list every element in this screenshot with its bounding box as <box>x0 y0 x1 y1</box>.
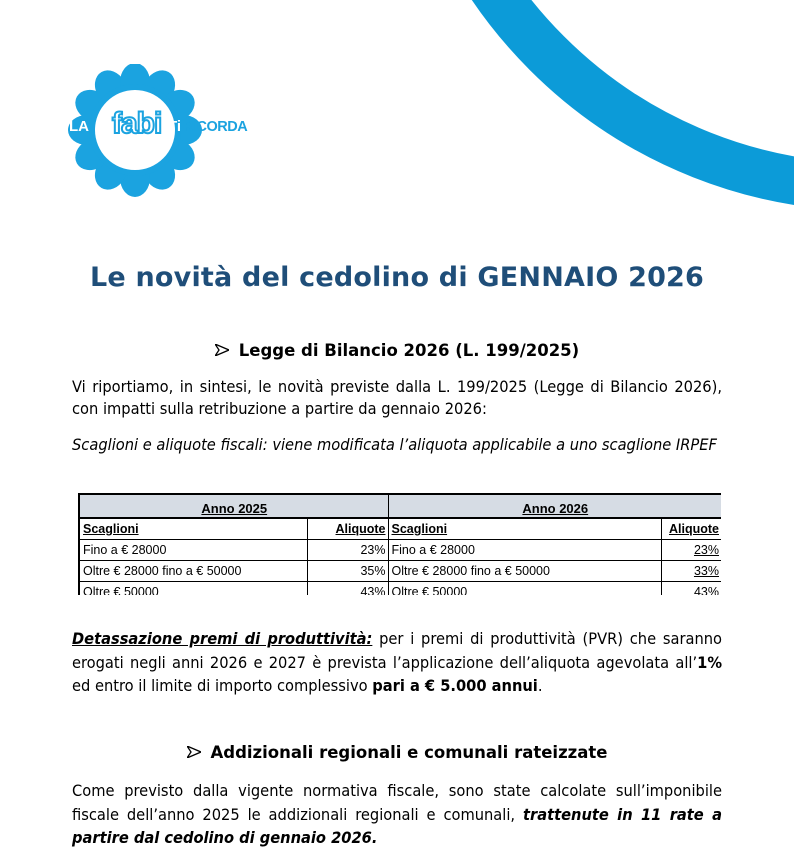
brackets-note: Scaglioni e aliquote fiscali: viene modificata l’aliquota applicabile a uno scaglione IRPEF <box>72 435 717 454</box>
header-anno-2026: Anno 2026 <box>388 494 721 518</box>
table-row <box>79 582 721 596</box>
addizionali-text: Come previsto dalla vigente normativa fiscale, sono state calcolate sull’imponibile fiscale dell’anno 2025 le addizionali regionali e comunali, <box>72 781 722 824</box>
bracket-2025: Oltre € 50000 <box>79 582 307 596</box>
detax-text-2: ed entro il limite di importo complessivo <box>72 676 373 695</box>
logo-text-ti: Ti <box>168 118 182 135</box>
logo-text-la: LA <box>69 118 89 135</box>
col-head-scaglioni-2026: Scaglioni <box>388 518 661 540</box>
rate-2026: 43% <box>661 582 721 596</box>
rate-2025: 35% <box>307 561 388 582</box>
arrowhead-bullet-icon <box>187 746 201 758</box>
section-heading-text: Addizionali regionali e comunali rateizzate <box>210 743 608 762</box>
arrowhead-bullet-icon <box>215 344 229 356</box>
detax-text-1: per i premi di produttività (PVR) che saranno erogati negli anni 2026 e 2027 è prevista l’applicazione dell’aliquota agevolata all’ <box>72 629 722 672</box>
logo-text-fabi: fabi <box>112 107 162 140</box>
section-heading-text: Legge di Bilancio 2026 (L. 199/2025) <box>238 341 580 360</box>
detax-limit: pari a € 5.000 annui <box>372 676 538 695</box>
header-anno-2025: Anno 2025 <box>79 494 388 518</box>
tax-brackets-table <box>78 493 721 595</box>
col-head-aliquote-2025: Aliquote <box>307 518 388 540</box>
section-heading-legge-bilancio <box>0 341 794 360</box>
page-title: Le novità del cedolino di GENNAIO 2026 <box>89 262 705 293</box>
section-heading-addizionali <box>0 743 794 762</box>
bracket-2025: Oltre € 28000 fino a € 50000 <box>79 561 307 582</box>
rate-2026: 23% <box>661 540 721 561</box>
fabi-logo <box>64 64 269 199</box>
rate-2026: 33% <box>661 561 721 582</box>
col-head-scaglioni-2025: Scaglioni <box>79 518 307 540</box>
intro-paragraph: Vi riportiamo, in sintesi, le novità previste dalla L. 199/2025 (Legge di Bilancio 2026), con impatti sulla retribuzione a partire da gennaio 2026: <box>72 377 722 418</box>
bracket-2026: Fino a € 28000 <box>388 540 661 561</box>
table-row <box>79 540 721 561</box>
detax-end: . <box>537 676 543 695</box>
detax-paragraph <box>72 627 722 698</box>
rate-2025: 23% <box>307 540 388 561</box>
detax-rate: 1% <box>697 652 722 672</box>
bracket-2026: Oltre € 28000 fino a € 50000 <box>388 561 661 582</box>
rate-2025: 43% <box>307 582 388 596</box>
bracket-2025: Fino a € 28000 <box>79 540 307 561</box>
detax-label: Detassazione premi di produttività: <box>72 629 373 648</box>
table-row <box>79 561 721 582</box>
logo-text-ricorda: RiCORDA <box>183 119 248 135</box>
col-head-aliquote-2026: Aliquote <box>661 518 721 540</box>
addizionali-emphasis: trattenute in 11 rate a partire dal cedolino di gennaio 2026. <box>72 804 722 847</box>
addizionali-paragraph <box>72 779 722 850</box>
bracket-2026: Oltre € 50000 <box>388 582 661 596</box>
